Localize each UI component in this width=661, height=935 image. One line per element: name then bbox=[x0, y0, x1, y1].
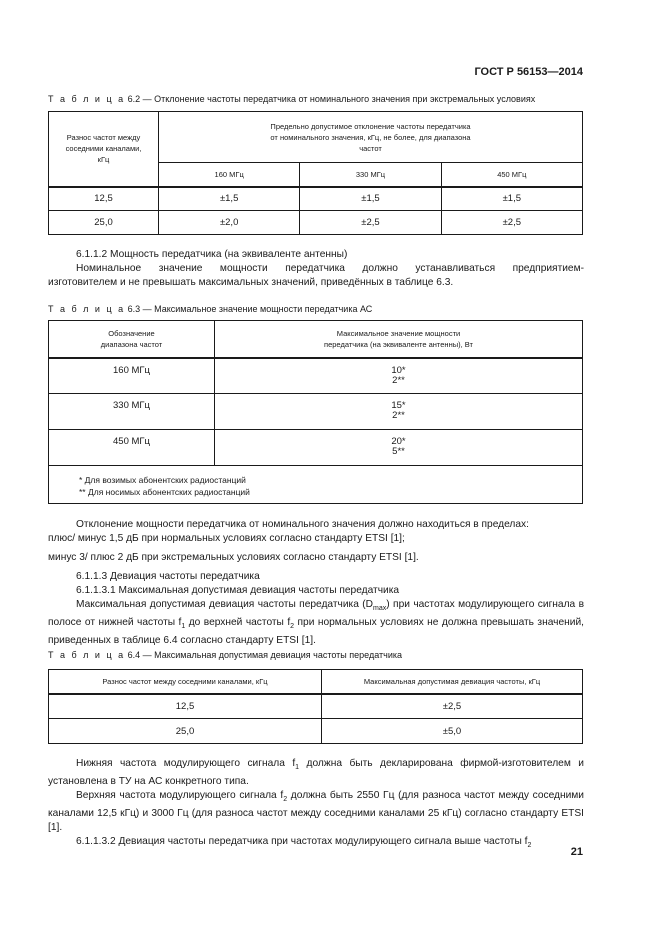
caption-label: Т а б л и ц а bbox=[48, 650, 126, 660]
caption-label: Т а б л и ц а bbox=[48, 94, 126, 104]
section-6-1-1-3 bbox=[48, 570, 584, 648]
table-cell: ±1,5 bbox=[159, 187, 300, 211]
table-footnotes bbox=[49, 466, 583, 504]
table-6-3-caption bbox=[48, 304, 372, 314]
table-cell: 330 МГц bbox=[49, 394, 215, 430]
section-title: 6.1.1.3 Девиация частоты передатчика bbox=[76, 571, 260, 582]
power-value: 20* bbox=[391, 436, 406, 447]
table-6-2-caption bbox=[48, 94, 535, 104]
subsection-title: 6.1.1.3.1 Максимальная допустимая девиация частоты передатчика bbox=[76, 585, 400, 596]
table-row bbox=[49, 358, 583, 394]
table-cell: ±1,5 bbox=[300, 187, 441, 211]
table-row bbox=[49, 394, 583, 430]
table-6-3 bbox=[48, 320, 583, 504]
paragraph-line: изготовителем и не превышать максимальных значений, приведённых в таблице 6.3. bbox=[48, 277, 454, 288]
power-value: 5** bbox=[392, 446, 405, 457]
table-cell bbox=[215, 394, 583, 430]
table-6-2-subheader: 450 МГц bbox=[441, 163, 582, 187]
table-6-2 bbox=[48, 111, 583, 235]
table-cell: ±1,5 bbox=[441, 187, 582, 211]
table-cell: 450 МГц bbox=[49, 430, 215, 466]
table-cell: 25,0 bbox=[49, 719, 322, 744]
paragraph-line: плюс/ минус 1,5 дБ при нормальных условиях согласно стандарту ETSI [1]; bbox=[48, 533, 405, 544]
table-6-4 bbox=[48, 669, 583, 744]
table-6-2-group-header: Предельно допустимое отклонение частоты передатчика от номинального значения, кГц, не более, для диапазона частот bbox=[159, 112, 583, 163]
power-value: 15* bbox=[391, 400, 406, 411]
table-row bbox=[49, 694, 583, 719]
paragraph: Максимальная допустимая девиация частоты передатчика $(D_{max})$ при частотах модулирующего сигнала в полосе от нижней частоты $f_1$ до верхней частоты $f_2$ при нормальных условиях не должна превышать значений, приведенных в таблице 6.4 согласно стандарту ETSI [1]. bbox=[48, 599, 585, 647]
table-row bbox=[49, 211, 583, 235]
footnote: * Для возимых абонентских радиостанций bbox=[79, 474, 246, 485]
document-header: ГОСТ Р 56153—2014 bbox=[474, 66, 583, 78]
table-cell: ±2,5 bbox=[322, 694, 583, 719]
power-value: 10* bbox=[391, 364, 406, 376]
paragraph: Нижняя частота модулирующего сигнала $f_1$ должна быть декларирована фирмой-изготовителем и установлена в ТУ на АС конкретного типа. bbox=[48, 758, 584, 788]
power-value: 2** bbox=[392, 374, 405, 386]
paragraph-line: Номинальное значение мощности передатчика должно устанавливаться предприятием- bbox=[76, 263, 584, 274]
footnote: ** Для носимых абонентских радиостанций bbox=[79, 486, 250, 497]
caption-text: 6.4 — Максимальная допустимая девиация частоты передатчика bbox=[127, 650, 403, 660]
table-6-3-col1-header: Обозначение диапазона частот bbox=[49, 321, 215, 358]
table-6-4-col1-header: Разнос частот между соседними каналами, кГц bbox=[49, 670, 322, 694]
paragraph-line: Отклонение мощности передатчика от номинального значения должно находиться в пределах: bbox=[76, 519, 529, 530]
table-cell: 12,5 bbox=[49, 694, 322, 719]
table-6-3-col2-header: Максимальное значение мощности передатчика (на эквиваленте антенны), Вт bbox=[215, 321, 583, 358]
table-6-2-subheader: 160 МГц bbox=[159, 163, 300, 187]
table-6-4-col2-header: Максимальная допустимая девиация частоты, кГц bbox=[322, 670, 583, 694]
table-cell: 12,5 bbox=[49, 187, 159, 211]
table-cell: 25,0 bbox=[49, 211, 159, 235]
table-cell: ±2,0 bbox=[159, 211, 300, 235]
table-row bbox=[49, 430, 583, 466]
table-cell: 160 МГц bbox=[49, 358, 215, 394]
tail-text bbox=[48, 757, 584, 853]
table-6-2-subheader: 330 МГц bbox=[300, 163, 441, 187]
table-cell: ±2,5 bbox=[441, 211, 582, 235]
table-row bbox=[49, 719, 583, 744]
section-title: 6.1.1.2 Мощность передатчика (на эквиваленте антенны) bbox=[76, 249, 348, 260]
caption-text: 6.2 — Отклонение частоты передатчика от номинального значения при экстремальных условиях bbox=[127, 94, 536, 104]
section-6-1-1-2 bbox=[48, 248, 584, 290]
caption-label: Т а б л и ц а bbox=[48, 304, 126, 314]
paragraph: Верхняя частота модулирующего сигнала $f_2$ должна быть 2550 Гц (для разноса частот между соседними каналами 12,5 кГц) и 3000 Гц (для разноса частот между соседними каналами 25 кГц) согласно стандарту ETSI [1]. bbox=[48, 790, 584, 834]
paragraph-line: минус 3/ плюс 2 дБ при экстремальных условиях согласно стандарту ETSI [1]. bbox=[48, 552, 419, 563]
footnote-cell bbox=[49, 466, 583, 504]
table-cell bbox=[215, 358, 583, 394]
paragraph: 6.1.1.3.2 Девиация частоты передатчика при частотах модулирующего сигнала выше частоты $f_2$ bbox=[76, 836, 532, 850]
table-cell bbox=[215, 430, 583, 466]
page-number: 21 bbox=[570, 846, 583, 858]
table-6-4-caption bbox=[48, 650, 402, 660]
table-6-2-col1-header: Разнос частот между соседними каналами, кГц bbox=[49, 112, 159, 187]
table-cell: ±2,5 bbox=[300, 211, 441, 235]
power-value: 2** bbox=[392, 410, 405, 421]
caption-text: 6.3 — Максимальное значение мощности передатчика АС bbox=[127, 304, 373, 314]
table-cell: ±5,0 bbox=[322, 719, 583, 744]
table-row bbox=[49, 187, 583, 211]
power-deviation-text bbox=[48, 518, 584, 565]
